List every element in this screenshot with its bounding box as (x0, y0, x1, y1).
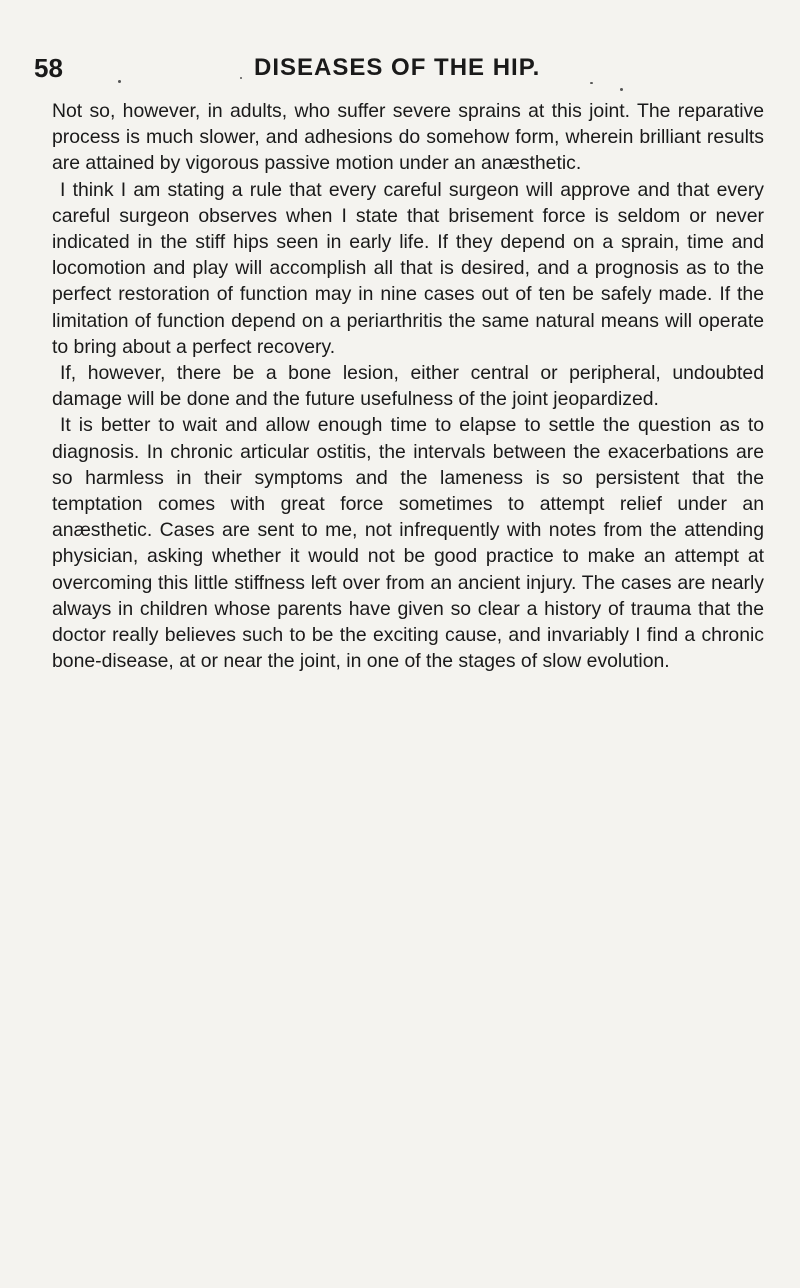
running-title: DISEASES OF THE HIP. (254, 54, 541, 81)
paragraph: It is better to wait and allow enough time to elapse to settle the question as to diagnosis. In chronic articular ostitis, the intervals between the exacerbations are so harmless in their symptoms and the lameness is so persistent that the temptation comes with great force sometimes to attempt relief under an anæsthetic. Cases are sent to me, not infrequently with notes from the attending physician, asking whether it would not be good practice to make an attempt at overcoming this little stiffness left over from an ancient injury. The cases are nearly always in children whose parents have given so clear a history of trauma that the doctor really believes such to be the exciting cause, and invariably I find a chronic bone-disease, at or near the joint, in one of the stages of slow evolution. (52, 414, 764, 673)
paragraph: If, however, there be a bone lesion, either central or peripheral, undoubted damage will be done and the future usefulness of the joint jeopardized. (52, 362, 764, 411)
page-number: 58 (34, 53, 63, 83)
print-speck (620, 88, 623, 91)
body-text (52, 98, 764, 674)
print-speck (240, 77, 242, 79)
print-speck (118, 80, 121, 83)
paragraph: Not so, however, in adults, who suffer severe sprains at this joint. The reparative process is much slower, and adhesions do somehow form, wherein brilliant results are attained by vigorous passive motion under an anæsthetic. (52, 100, 764, 175)
paragraph: I think I am stating a rule that every careful surgeon will approve and that every careful surgeon observes when I state that brisement force is seldom or never indicated in the stiff hips seen in early life. If they depend on a sprain, time and locomotion and play will accomplish all that is desired, and a prognosis as to the perfect restoration of function may in nine cases out of ten be safely made. If the limitation of function depend on a periarthritis the same natural means will operate to bring about a perfect recovery. (52, 178, 764, 358)
print-speck (590, 82, 593, 84)
